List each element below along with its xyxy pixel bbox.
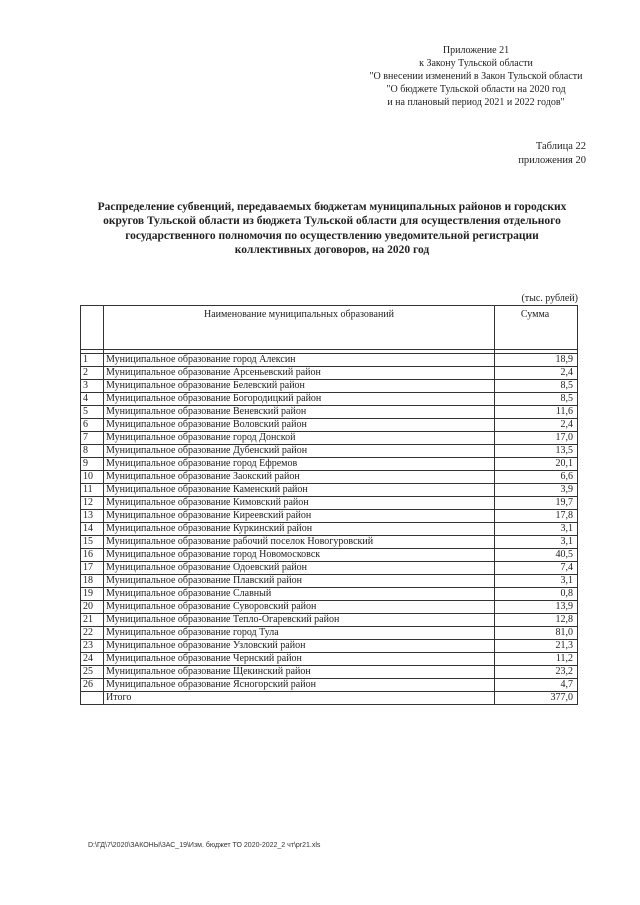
row-sum: 3,1	[495, 575, 578, 588]
row-sum: 3,1	[495, 536, 578, 549]
row-number: 22	[81, 627, 104, 640]
table-row	[81, 497, 578, 510]
row-name: Муниципальное образование Каменский район	[104, 484, 495, 497]
row-number: 19	[81, 588, 104, 601]
table-row	[81, 354, 578, 367]
table-header-row	[81, 306, 578, 350]
row-name: Муниципальное образование Чернский район	[104, 653, 495, 666]
row-name: Муниципальное образование город Алексин	[104, 354, 495, 367]
row-sum: 40,5	[495, 549, 578, 562]
row-name: Муниципальное образование Арсеньевский район	[104, 367, 495, 380]
table-row	[81, 458, 578, 471]
table-row	[81, 562, 578, 575]
row-sum: 3,9	[495, 484, 578, 497]
table-row	[81, 627, 578, 640]
table-row	[81, 419, 578, 432]
row-name: Муниципальное образование Веневский район	[104, 406, 495, 419]
appendix-line-4: "О бюджете Тульской области на 2020 год	[386, 84, 566, 95]
row-sum: 19,7	[495, 497, 578, 510]
row-number: 17	[81, 562, 104, 575]
table-row	[81, 601, 578, 614]
row-sum: 2,4	[495, 367, 578, 380]
total-label: Итого	[104, 692, 495, 705]
row-name: Муниципальное образование город Новомосковск	[104, 549, 495, 562]
table-row	[81, 445, 578, 458]
row-sum: 11,2	[495, 653, 578, 666]
total-number-cell	[81, 692, 104, 705]
table-row	[81, 484, 578, 497]
row-sum: 12,8	[495, 614, 578, 627]
row-name: Муниципальное образование Белевский район	[104, 380, 495, 393]
row-number: 16	[81, 549, 104, 562]
row-name: Муниципальное образование Воловский район	[104, 419, 495, 432]
subsidy-table	[80, 305, 578, 705]
table-row	[81, 549, 578, 562]
row-sum: 23,2	[495, 666, 578, 679]
row-number: 8	[81, 445, 104, 458]
row-number: 3	[81, 380, 104, 393]
row-name: Муниципальное образование Дубенский район	[104, 445, 495, 458]
table-row	[81, 588, 578, 601]
row-name: Муниципальное образование Заокский район	[104, 471, 495, 484]
row-sum: 8,5	[495, 393, 578, 406]
row-sum: 13,5	[495, 445, 578, 458]
row-number: 2	[81, 367, 104, 380]
table-row	[81, 575, 578, 588]
appendix-line-3: "О внесении изменений в Закон Тульской области	[369, 71, 583, 82]
table-ref-line-2: приложения 20	[518, 155, 586, 166]
row-number: 9	[81, 458, 104, 471]
row-sum: 17,8	[495, 510, 578, 523]
row-name: Муниципальное образование рабочий поселок Новогуровский	[104, 536, 495, 549]
row-sum: 18,9	[495, 354, 578, 367]
footer-file-path: D:\ГД\7\2020\ЗАКОНЫ\3АС_19\Изм. бюджет ТО 2020-2022_2 чт\pr21.xls	[88, 842, 321, 849]
row-number: 14	[81, 523, 104, 536]
appendix-line-2: к Закону Тульской области	[419, 58, 533, 69]
table-ref-line-1: Таблица 22	[535, 141, 586, 152]
table-row	[81, 406, 578, 419]
header-sum: Сумма	[495, 306, 578, 350]
row-number: 18	[81, 575, 104, 588]
row-number: 12	[81, 497, 104, 510]
table-row	[81, 653, 578, 666]
table-row	[81, 471, 578, 484]
row-sum: 13,9	[495, 601, 578, 614]
row-sum: 20,1	[495, 458, 578, 471]
table-row	[81, 666, 578, 679]
document-title: Распределение субвенций, передаваемых бюджетам муниципальных районов и городских округов Тульской области из бюджета Тульской области для осуществления отдельного государственного полномочия по осуществлению уведомительной регистрации коллективных договоров, на 2020 год	[97, 201, 567, 256]
row-name: Муниципальное образование Кимовский район	[104, 497, 495, 510]
row-number: 5	[81, 406, 104, 419]
total-sum: 377,0	[495, 692, 578, 705]
table-row	[81, 614, 578, 627]
row-name: Муниципальное образование Узловский район	[104, 640, 495, 653]
row-name: Муниципальное образование Куркинский район	[104, 523, 495, 536]
row-name: Муниципальное образование Плавский район	[104, 575, 495, 588]
row-sum: 2,4	[495, 419, 578, 432]
row-sum: 3,1	[495, 523, 578, 536]
row-name: Муниципальное образование город Донской	[104, 432, 495, 445]
row-sum: 21,3	[495, 640, 578, 653]
row-sum: 11,6	[495, 406, 578, 419]
units-label: (тыс. рублей)	[521, 293, 578, 304]
row-number: 6	[81, 419, 104, 432]
row-name: Муниципальное образование Киреевский район	[104, 510, 495, 523]
table-reference	[476, 140, 586, 168]
row-number: 15	[81, 536, 104, 549]
row-name: Муниципальное образование Тепло-Огаревский район	[104, 614, 495, 627]
row-sum: 0,8	[495, 588, 578, 601]
row-sum: 6,6	[495, 471, 578, 484]
row-number: 20	[81, 601, 104, 614]
row-name: Муниципальное образование город Тула	[104, 627, 495, 640]
table-row	[81, 432, 578, 445]
table-row	[81, 380, 578, 393]
row-name: Муниципальное образование Щекинский район	[104, 666, 495, 679]
row-number: 1	[81, 354, 104, 367]
row-sum: 81,0	[495, 627, 578, 640]
table-row	[81, 679, 578, 692]
appendix-line-1: Приложение 21	[442, 45, 510, 56]
table-row	[81, 640, 578, 653]
row-name: Муниципальное образование Богородицкий район	[104, 393, 495, 406]
row-name: Муниципальное образование Суворовский район	[104, 601, 495, 614]
row-number: 11	[81, 484, 104, 497]
row-number: 10	[81, 471, 104, 484]
row-number: 7	[81, 432, 104, 445]
table-row	[81, 510, 578, 523]
row-number: 24	[81, 653, 104, 666]
table-row	[81, 536, 578, 549]
row-name: Муниципальное образование Ясногорский район	[104, 679, 495, 692]
row-sum: 7,4	[495, 562, 578, 575]
header-name: Наименование муниципальных образований	[104, 306, 495, 350]
row-number: 21	[81, 614, 104, 627]
total-row	[81, 692, 578, 705]
row-number: 25	[81, 666, 104, 679]
row-sum: 4,7	[495, 679, 578, 692]
row-number: 26	[81, 679, 104, 692]
table-row	[81, 523, 578, 536]
appendix-line-5: и на плановый период 2021 и 2022 годов"	[387, 97, 565, 108]
appendix-header	[356, 44, 596, 109]
row-name: Муниципальное образование город Ефремов	[104, 458, 495, 471]
row-number: 13	[81, 510, 104, 523]
row-name: Муниципальное образование Славный	[104, 588, 495, 601]
row-name: Муниципальное образование Одоевский район	[104, 562, 495, 575]
table-row	[81, 367, 578, 380]
table-body	[81, 350, 578, 705]
header-number	[81, 306, 104, 350]
row-number: 23	[81, 640, 104, 653]
row-number: 4	[81, 393, 104, 406]
row-sum: 17,0	[495, 432, 578, 445]
row-sum: 8,5	[495, 380, 578, 393]
table-row	[81, 393, 578, 406]
